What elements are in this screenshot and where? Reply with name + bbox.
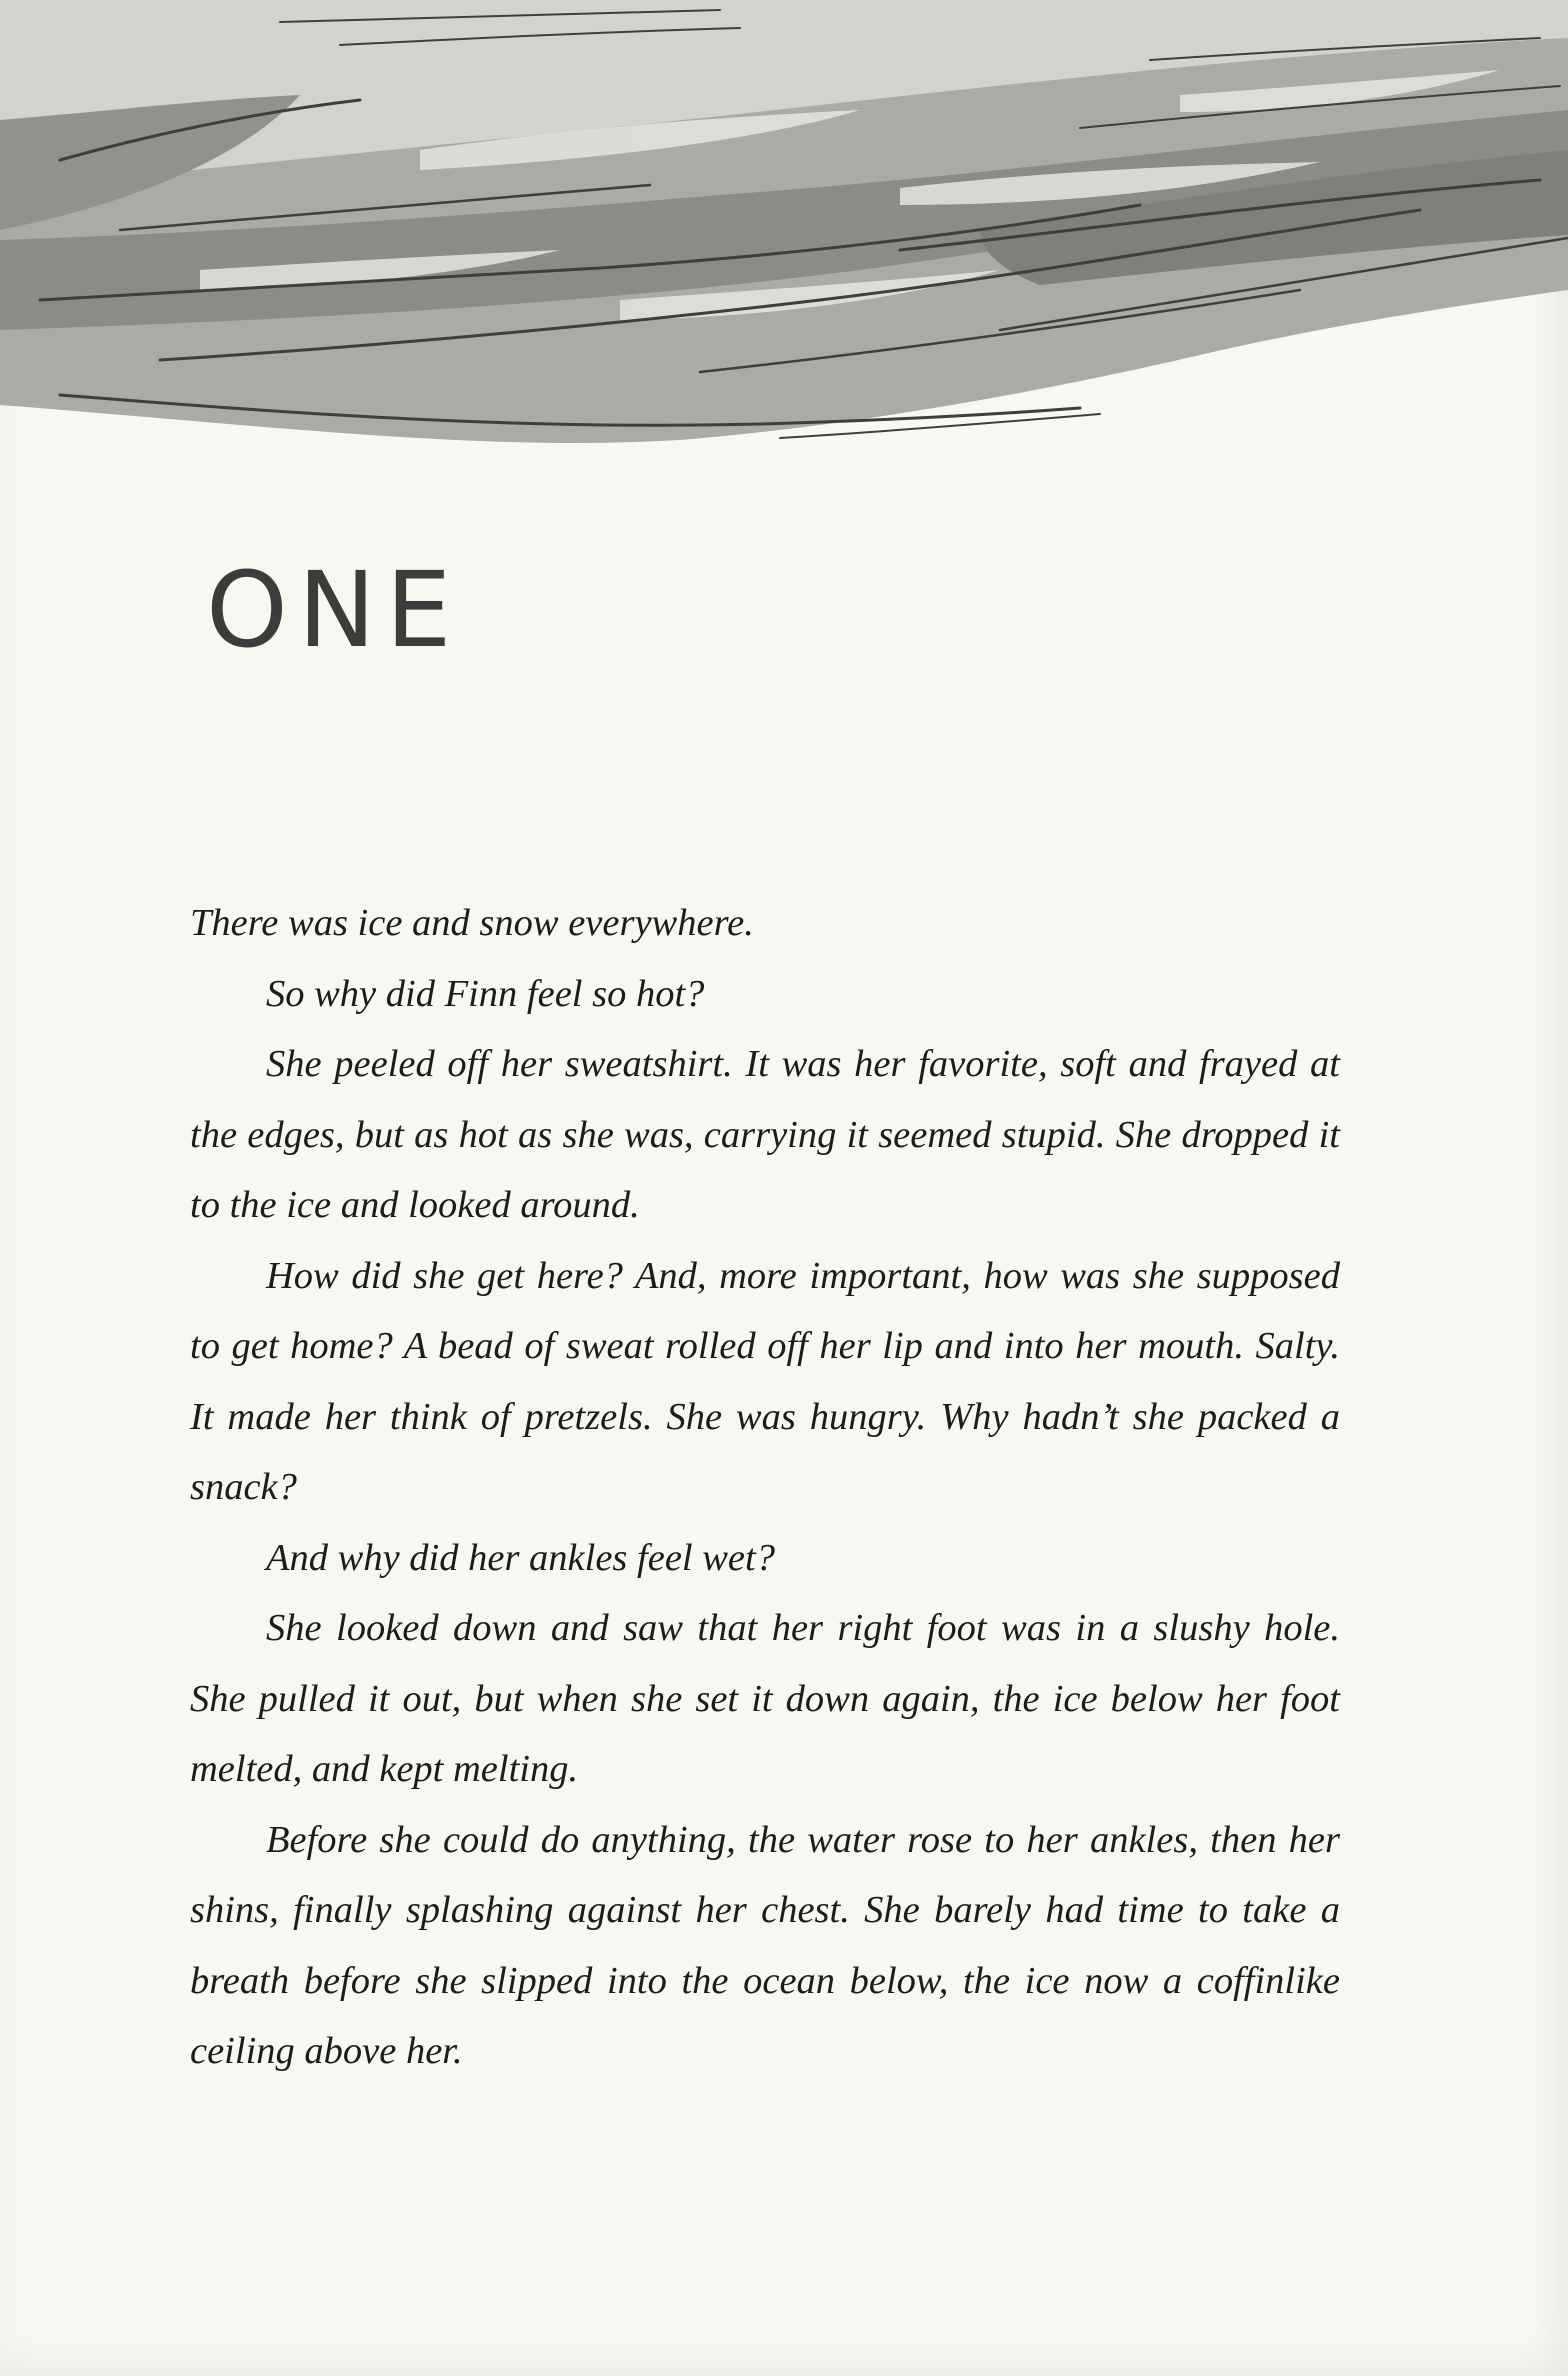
- paragraph-4: How did she get here? And, more important, how was she supposed to get home? A bead of sweat rolled off her lip and into her mouth. Salty. It made her think of pretzels. She was hungry. Why hadn’t she packed a snack?: [190, 1254, 1340, 1508]
- ice-wave-illustration-icon: [0, 0, 1568, 470]
- paragraph-1: There was ice and snow everywhere.: [190, 902, 754, 944]
- paragraph-5: And why did her ankles feel wet?: [266, 1536, 775, 1579]
- paragraph-2: So why did Finn feel so hot?: [266, 972, 705, 1015]
- chapter-text: [190, 888, 1340, 2087]
- chapter-title: ONE: [206, 549, 462, 671]
- paragraph-7: Before she could do anything, the water rose to her ankles, then her shins, finally splashing against her chest. She barely had time to take a breath before she slipped into the ocean below, the ice now a coffinlike ceiling above her.: [190, 1818, 1340, 2072]
- paragraph-6: She looked down and saw that her right foot was in a slushy hole. She pulled it out, but when she set it down again, the ice below her foot melted, and kept melting.: [190, 1607, 1340, 1790]
- paragraph-3: She peeled off her sweatshirt. It was her favorite, soft and frayed at the edges, but as hot as she was, carrying it seemed stupid. She dropped it to the ice and looked around.: [190, 1043, 1340, 1226]
